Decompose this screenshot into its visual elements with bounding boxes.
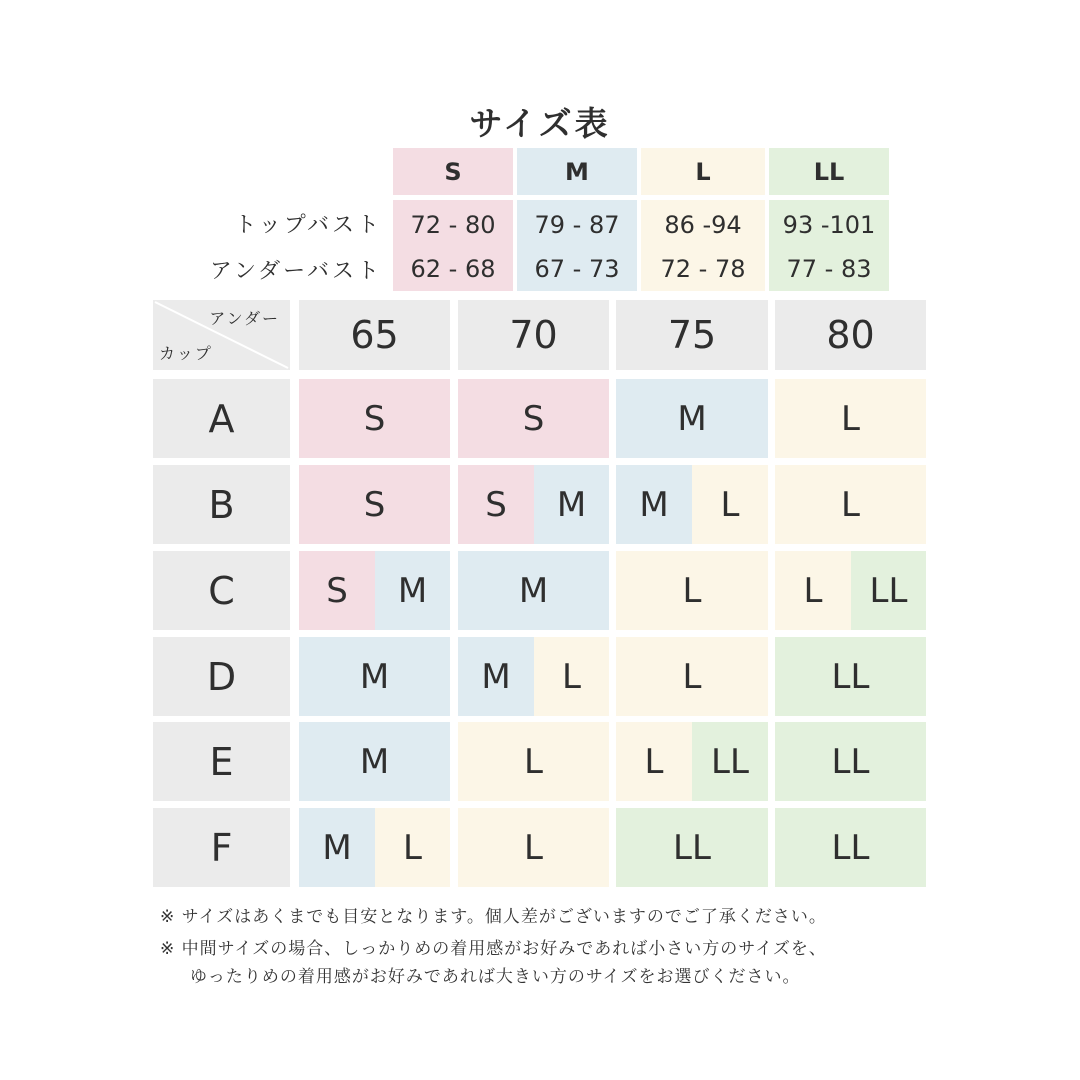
cup-b: B — [153, 465, 290, 544]
size-header-ll: LL — [769, 148, 889, 195]
size-cell-a-65: S — [299, 379, 450, 458]
size-cell-f-65-left: M — [299, 808, 375, 887]
under-bust-label: アンダーバスト — [209, 258, 382, 284]
size-cell-c-80-left: L — [775, 551, 851, 630]
under-header-80: 80 — [775, 300, 926, 370]
size-cell-a-70: S — [458, 379, 609, 458]
note-2: ※ 中間サイズの場合、しっかりめの着用感がお好みであれば小さい方のサイズを、 — [160, 939, 827, 959]
size-header-m: M — [517, 148, 637, 195]
size-cell-f-65-right: L — [375, 808, 450, 887]
size-cell-e-80: LL — [775, 722, 926, 801]
size-header-l: L — [641, 148, 765, 195]
size-cell-b-75-right: L — [692, 465, 768, 544]
cup-c: C — [153, 551, 290, 630]
under-header-65: 65 — [299, 300, 450, 370]
size-cell-b-70-left: S — [458, 465, 534, 544]
size-cell-e-65: M — [299, 722, 450, 801]
corner-cup-label: カップ — [159, 344, 213, 363]
cup-e: E — [153, 722, 290, 801]
corner-under-label: アンダー — [209, 309, 280, 328]
size-cell-c-65-left: S — [299, 551, 375, 630]
size-cell-d-70-right: L — [534, 637, 609, 716]
note-3: ゆったりめの着用感がお好みであれば大きい方のサイズをお選びください。 — [190, 967, 801, 987]
top-bust-m: 79 - 87 — [534, 211, 620, 239]
note-1: ※ サイズはあくまでも目安となります。個人差がございますのでご了承ください。 — [160, 907, 827, 927]
size-cell-e-70: L — [458, 722, 609, 801]
size-header-s: S — [393, 148, 513, 195]
size-cell-c-80-right: LL — [851, 551, 926, 630]
size-cell-c-70: M — [458, 551, 609, 630]
cup-f: F — [153, 808, 290, 887]
size-cell-d-80: LL — [775, 637, 926, 716]
size-cell-e-75-right: LL — [692, 722, 768, 801]
size-cell-f-80: LL — [775, 808, 926, 887]
under-header-70: 70 — [458, 300, 609, 370]
size-cell-c-65-right: M — [375, 551, 450, 630]
corner-cell — [153, 300, 290, 370]
cup-d: D — [153, 637, 290, 716]
size-cell-b-70-right: M — [534, 465, 609, 544]
size-cell-f-75: LL — [616, 808, 768, 887]
size-cell-a-80: L — [775, 379, 926, 458]
size-cell-b-75-left: M — [616, 465, 692, 544]
size-cell-b-65: S — [299, 465, 450, 544]
cup-a: A — [153, 379, 290, 458]
page-title: サイズ表 — [469, 104, 611, 143]
under-bust-m: 67 - 73 — [534, 255, 620, 283]
size-cell-d-70-left: M — [458, 637, 534, 716]
size-cell-d-65: M — [299, 637, 450, 716]
size-cell-a-75: M — [616, 379, 768, 458]
under-bust-ll: 77 - 83 — [786, 255, 872, 283]
size-cell-d-75: L — [616, 637, 768, 716]
top-bust-s: 72 - 80 — [410, 211, 496, 239]
size-cell-f-70: L — [458, 808, 609, 887]
top-bust-l: 86 -94 — [664, 211, 742, 239]
under-bust-s: 62 - 68 — [410, 255, 496, 283]
top-bust-ll: 93 -101 — [782, 211, 876, 239]
under-bust-l: 72 - 78 — [660, 255, 746, 283]
under-header-75: 75 — [616, 300, 768, 370]
size-cell-c-75: L — [616, 551, 768, 630]
size-cell-b-80: L — [775, 465, 926, 544]
size-cell-e-75-left: L — [616, 722, 692, 801]
top-bust-label: トップバスト — [234, 213, 382, 238]
